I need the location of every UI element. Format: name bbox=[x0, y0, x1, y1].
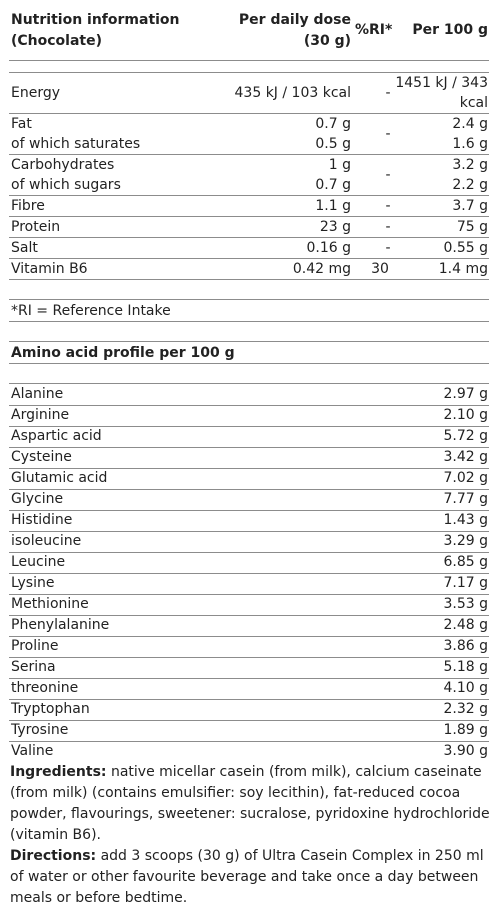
header-title: Nutrition information bbox=[11, 12, 180, 28]
amino-value: 7.02 g bbox=[443, 470, 488, 486]
amino-name: isoleucine bbox=[11, 533, 82, 549]
amino-name: Tryptophan bbox=[11, 701, 90, 717]
vitamin-b6-dose: 0.42 mg bbox=[292, 261, 351, 277]
amino-value: 3.53 g bbox=[443, 596, 488, 612]
saturates-per100: 1.6 g bbox=[452, 136, 488, 152]
ingredients-text: native micellar casein (from milk), calcium caseinate (from milk) (contains emulsifier: soy lecithin), fat-reduced cocoa powder, flavourings, sweetener: sucralose, pyridoxine hydrochloride (vitamin B6). bbox=[10, 764, 490, 843]
amino-name: Leucine bbox=[11, 554, 66, 570]
amino-value: 2.48 g bbox=[443, 617, 488, 633]
amino-name: Methionine bbox=[11, 596, 89, 612]
divider bbox=[9, 279, 489, 280]
energy-label: Energy bbox=[11, 85, 61, 101]
fibre-dose: 1.1 g bbox=[315, 198, 351, 214]
divider bbox=[9, 341, 489, 342]
sugars-dose: 0.7 g bbox=[315, 177, 351, 193]
amino-value: 3.42 g bbox=[443, 449, 488, 465]
salt-ri: - bbox=[385, 240, 391, 256]
amino-name: Histidine bbox=[11, 512, 73, 528]
amino-name: Serina bbox=[11, 659, 56, 675]
saturates-label: of which saturates bbox=[11, 136, 141, 152]
fat-ri: - bbox=[385, 126, 391, 142]
energy-per100-unit: kcal bbox=[459, 95, 488, 111]
header-per-100g: Per 100 g bbox=[412, 22, 488, 38]
amino-value: 2.32 g bbox=[443, 701, 488, 717]
header-subtitle: (Chocolate) bbox=[11, 33, 103, 49]
header-per-dose: Per daily dose bbox=[238, 12, 351, 28]
salt-per100: 0.55 g bbox=[443, 240, 488, 256]
amino-value: 5.18 g bbox=[443, 659, 488, 675]
amino-name: Cysteine bbox=[11, 449, 72, 465]
amino-value: 4.10 g bbox=[443, 680, 488, 696]
amino-name: Phenylalanine bbox=[11, 617, 110, 633]
amino-name: Arginine bbox=[11, 407, 70, 423]
directions-label: Directions: bbox=[10, 848, 97, 864]
divider bbox=[9, 60, 489, 61]
amino-value: 3.86 g bbox=[443, 638, 488, 654]
fat-label: Fat bbox=[11, 116, 32, 132]
protein-dose: 23 g bbox=[319, 219, 351, 235]
fat-dose: 0.7 g bbox=[315, 116, 351, 132]
sugars-per100: 2.2 g bbox=[452, 177, 488, 193]
amino-name: Glycine bbox=[11, 491, 64, 507]
amino-value: 7.77 g bbox=[443, 491, 488, 507]
amino-value: 2.97 g bbox=[443, 386, 488, 402]
amino-name: Lysine bbox=[11, 575, 55, 591]
amino-value: 5.72 g bbox=[443, 428, 488, 444]
fibre-label: Fibre bbox=[11, 198, 45, 214]
divider bbox=[9, 299, 489, 300]
directions-text: add 3 scoops (30 g) of Ultra Casein Complex in 250 ml of water or other favourite beverage and take once a day between meals or before bedtime. bbox=[10, 848, 484, 906]
fat-per100: 2.4 g bbox=[452, 116, 488, 132]
amino-name: Tyrosine bbox=[11, 722, 69, 738]
amino-value: 3.90 g bbox=[443, 743, 488, 759]
salt-label: Salt bbox=[11, 240, 38, 256]
footnote: *RI = Reference Intake bbox=[11, 303, 171, 319]
ingredients-label: Ingredients: bbox=[10, 764, 107, 780]
amino-name: Aspartic acid bbox=[11, 428, 102, 444]
amino-name: threonine bbox=[11, 680, 79, 696]
amino-name: Alanine bbox=[11, 386, 64, 402]
carbohydrates-dose: 1 g bbox=[328, 157, 351, 173]
vitamin-b6-label: Vitamin B6 bbox=[11, 261, 88, 277]
vitamin-b6-per100: 1.4 mg bbox=[438, 261, 488, 277]
energy-dose: 435 kJ / 103 kcal bbox=[234, 85, 351, 101]
amino-name: Glutamic acid bbox=[11, 470, 108, 486]
amino-value: 1.43 g bbox=[443, 512, 488, 528]
protein-per100: 75 g bbox=[456, 219, 488, 235]
directions-paragraph bbox=[10, 846, 490, 909]
amino-title: Amino acid profile per 100 g bbox=[11, 345, 235, 361]
amino-value: 6.85 g bbox=[443, 554, 488, 570]
amino-name: Valine bbox=[11, 743, 54, 759]
fibre-per100: 3.7 g bbox=[452, 198, 488, 214]
amino-value: 7.17 g bbox=[443, 575, 488, 591]
amino-name: Proline bbox=[11, 638, 59, 654]
saturates-dose: 0.5 g bbox=[315, 136, 351, 152]
salt-dose: 0.16 g bbox=[306, 240, 351, 256]
carbohydrates-ri: - bbox=[385, 167, 391, 183]
protein-ri: - bbox=[385, 219, 391, 235]
header-dose-amount: (30 g) bbox=[303, 33, 351, 49]
header-ri: %RI* bbox=[355, 22, 393, 38]
amino-value: 2.10 g bbox=[443, 407, 488, 423]
divider bbox=[9, 321, 489, 322]
vitamin-b6-ri: 30 bbox=[371, 261, 389, 277]
energy-ri: - bbox=[385, 85, 391, 101]
amino-value: 3.29 g bbox=[443, 533, 488, 549]
sugars-label: of which sugars bbox=[11, 177, 121, 193]
energy-per100: 1451 kJ / 343 bbox=[395, 75, 488, 91]
protein-label: Protein bbox=[11, 219, 61, 235]
amino-value: 1.89 g bbox=[443, 722, 488, 738]
carbohydrates-per100: 3.2 g bbox=[452, 157, 488, 173]
carbohydrates-label: Carbohydrates bbox=[11, 157, 115, 173]
divider bbox=[9, 363, 489, 364]
fibre-ri: - bbox=[385, 198, 391, 214]
ingredients-paragraph bbox=[10, 762, 490, 846]
